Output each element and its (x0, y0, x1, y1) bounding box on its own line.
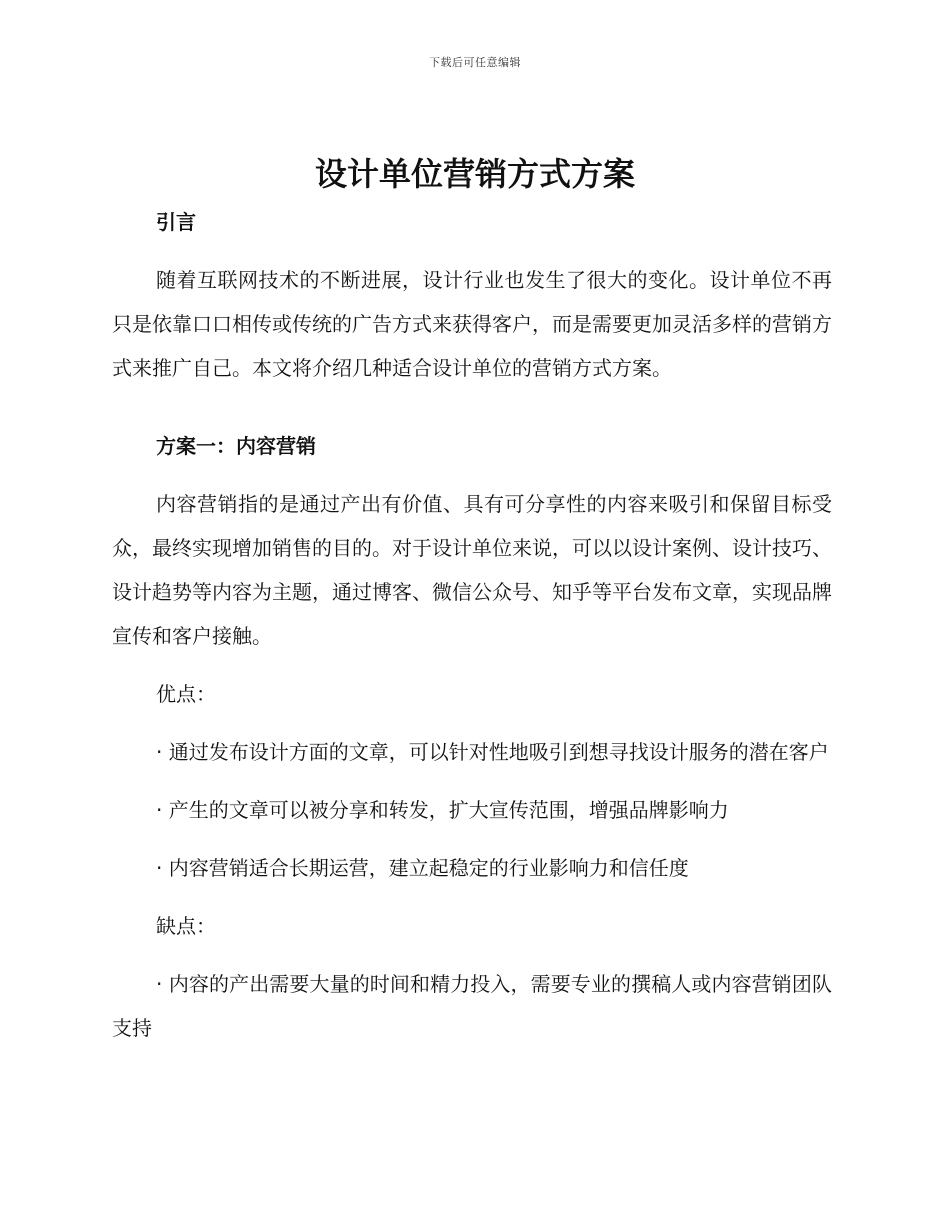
pros-item: · 内容营销适合长期运营，建立起稳定的行业影响力和信任度 (156, 856, 689, 880)
pros-item: · 通过发布设计方面的文章，可以针对性地吸引到想寻找设计服务的潜在客户 (156, 740, 829, 764)
document-title: 设计单位营销方式方案 (314, 155, 635, 193)
intro-heading: 引言 (156, 210, 196, 234)
header-note: 下载后可任意编辑 (429, 56, 521, 69)
cons-label: 缺点： (156, 914, 216, 938)
pros-item: · 产生的文章可以被分享和转发，扩大宣传范围，增强品牌影响力 (156, 798, 729, 822)
document-body (112, 200, 832, 1050)
cons-item: · 内容的产出需要大量的时间和精力投入，需要专业的撰稿人或内容营销团队支持 (112, 972, 832, 1040)
intro-paragraph: 随着互联网技术的不断进展，设计行业也发生了很大的变化。设计单位不再只是依靠口口相传或传统的广告方式来获得客户，而是需要更加灵活多样的营销方式来推广自己。本文将介绍几种适合设计单位的营销方式方案。 (112, 268, 832, 380)
plan1-paragraph: 内容营销指的是通过产出有价值、具有可分享性的内容来吸引和保留目标受众，最终实现增加销售的目的。对于设计单位来说，可以以设计案例、设计技巧、设计趋势等内容为主题，通过博客、微信公众号、知乎等平台发布文章，实现品牌宣传和客户接触。 (112, 492, 832, 648)
pros-label: 优点： (156, 682, 216, 706)
plan1-heading: 方案一：内容营销 (156, 434, 316, 458)
